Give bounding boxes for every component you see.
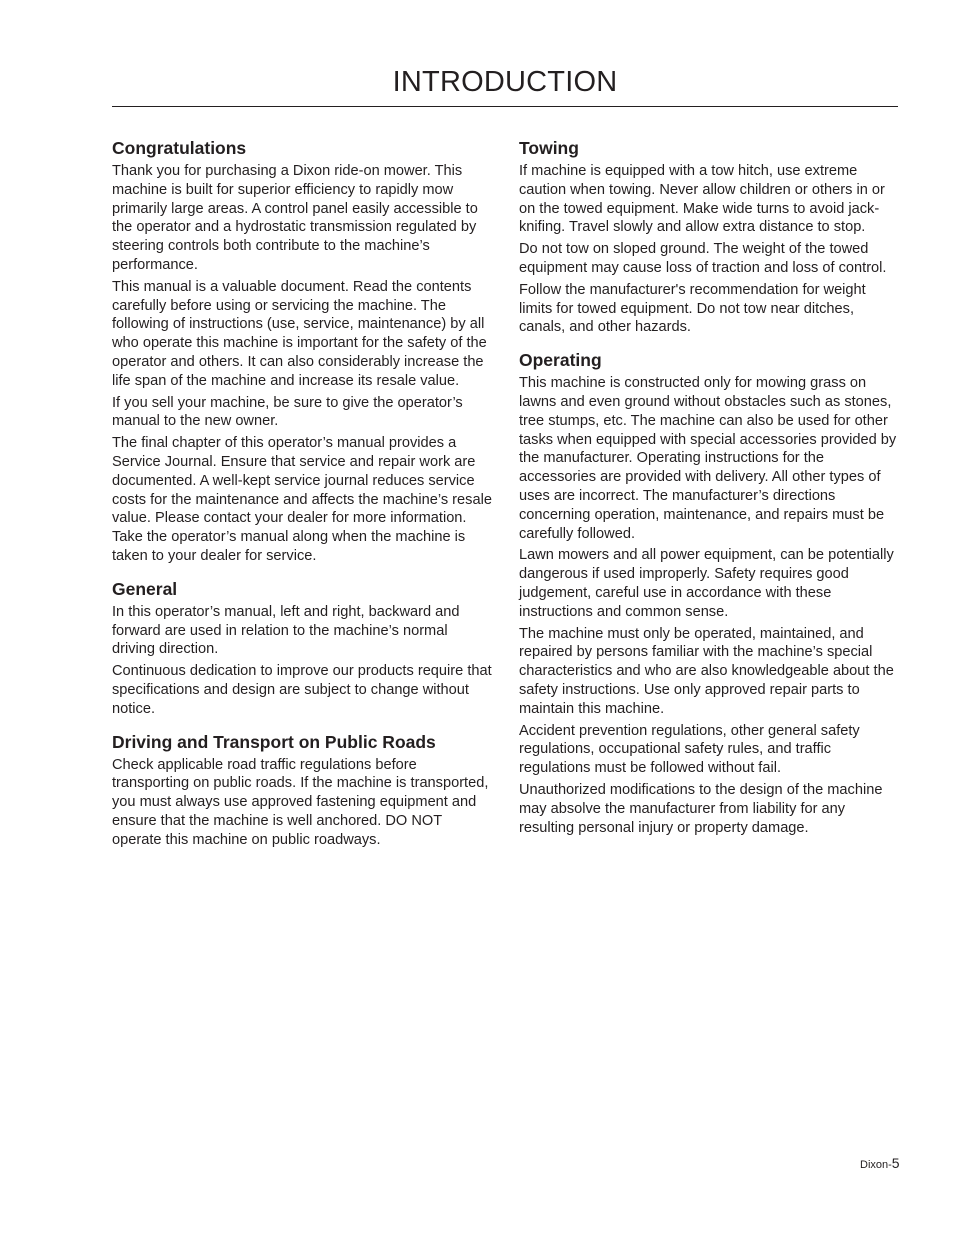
section-heading: General: [112, 578, 178, 599]
left-column: [112, 137, 492, 862]
section-heading: Congratulations: [112, 138, 247, 158]
paragraph: If you sell your machine, be sure to give the operator’s manual to the new owner.: [112, 394, 463, 430]
paragraph: This machine is constructed only for mowing grass on lawns and even ground without obstacles such as stones, tree stumps, etc. The machine can also be used for other tasks when equipped with special accessories provided by the manufacturer. Operating instructions for the accessories are provided with delivery. All other types of uses are incorrect. The manufacturer’s directions concerning operation, maintenance, and repairs must be carefully followed.: [519, 375, 897, 542]
section-heading: Towing: [519, 138, 579, 158]
section-towing: [519, 137, 900, 337]
page-number: 5: [891, 1155, 900, 1171]
paragraph: Check applicable road traffic regulations before transporting on public roads. If the machine is transported, you must always use approved fastening equipment and ensure that the machine is well anchored. DO NOT operate this machine on public roadways.: [112, 756, 489, 848]
paragraph: Lawn mowers and all power equipment, can be potentially dangerous if used improperly. Safety requires good judgement, careful use in accordance with these instructions and common sense.: [519, 547, 894, 620]
section-heading: Driving and Transport on Public Roads: [112, 731, 436, 752]
section-general: [112, 578, 492, 719]
right-column: [519, 137, 900, 849]
paragraph: Continuous dedication to improve our products require that specifications and design are subject to change without notice.: [112, 663, 492, 717]
paragraph: Follow the manufacturer's recommendation for weight limits for towed equipment. Do not tow near ditches, canals, and other hazards.: [519, 281, 866, 336]
page-title: INTRODUCTION: [392, 66, 618, 98]
section-congratulations: [112, 137, 492, 566]
title-divider: [112, 106, 898, 107]
footer-brand: Dixon-: [860, 1159, 892, 1171]
paragraph: In this operator’s manual, left and right, backward and forward are used in relation to the machine’s normal driving direction.: [112, 603, 460, 658]
paragraph: Accident prevention regulations, other general safety regulations, occupational safety rules, and traffic regulations must be followed without fail.: [519, 722, 860, 777]
page-footer: [860, 1155, 900, 1171]
paragraph: The final chapter of this operator’s manual provides a Service Journal. Ensure that service and repair work are documented. A well-kept service journal reduces service costs for the maintenance and affects the machine’s resale value. Please contact your dealer for more information. Take the operator’s manual along when the machine is taken to your dealer for service.: [112, 435, 492, 564]
paragraph: This manual is a valuable document. Read the contents carefully before using or servicing the machine. The following of instructions (use, service, maintenance) by all who operate this machine is important for the safety of the operator and others. It can also considerably increase the life span of the machine and increase its resale value.: [112, 278, 487, 389]
paragraph: Thank you for purchasing a Dixon ride-on mower. This machine is built for superior efficiency to rapidly mow primarily large areas. A control panel easily accessible to the operator and a hydrostatic transmission regulated by steering controls both contribute to the machine’s performance.: [112, 163, 478, 273]
paragraph: The machine must only be operated, maintained, and repaired by persons familiar with the machine’s special characteristics and who are also knowledgeable about the safety instructions. Use only approved repair parts to maintain this machine.: [519, 625, 894, 717]
paragraph: If machine is equipped with a tow hitch, use extreme caution when towing. Never allow children or others in or on the towed equipment. Make wide turns to avoid jack-knifing. Travel slowly and allow extra distance to stop.: [519, 163, 885, 236]
section-heading: Operating: [519, 350, 602, 371]
paragraph: Unauthorized modifications to the design of the machine may absolve the manufacturer from liability for any resulting personal injury or property damage.: [519, 781, 883, 836]
section-driving-transport: [112, 731, 492, 850]
paragraph: Do not tow on sloped ground. The weight of the towed equipment may cause loss of traction and loss of control.: [519, 241, 887, 276]
section-operating: [519, 349, 900, 837]
